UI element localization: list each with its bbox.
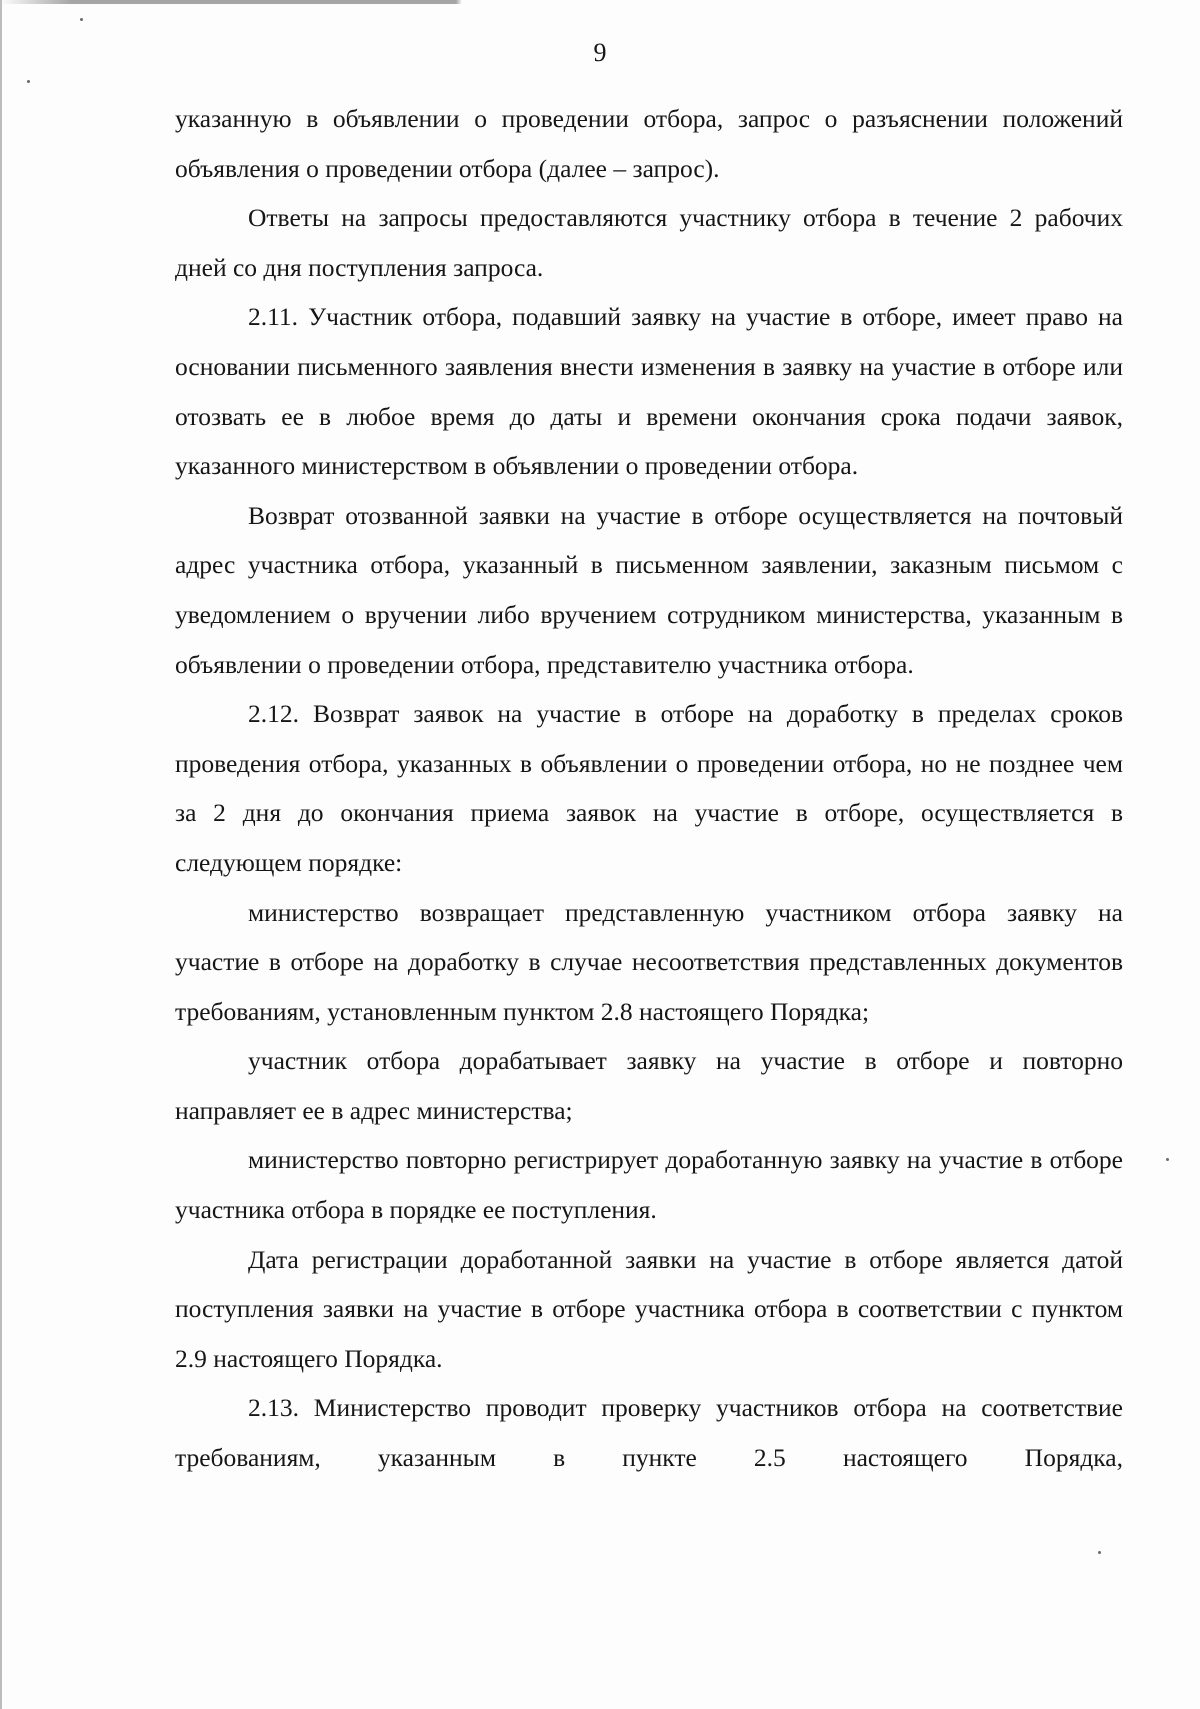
paragraph-2-11: 2.11. Участник отбора, подавший заявку на участие в отборе, имеет право на основании письменного заявления внести изменения в заявку на участие в отборе или отозвать ее в любое время до даты и времени окончания срока подачи заявок, указанного министерством в объявлении о проведении отбора. [175,302,1123,481]
paragraph-2-12: 2.12. Возврат заявок на участие в отборе на доработку в пределах сроков проведения отбора, указанных в объявлении о проведении отбора, но не позднее чем за 2 дня до окончания приема заявок на участие в отборе, осуществляется в следующем порядке: [175,699,1123,877]
paragraph-continuation: указанную в объявлении о проведении отбора, запрос о разъяснении положений объявления о проведении отбора (далее – запрос). [175,104,1123,183]
paragraph-list-item-2: участник отбора дорабатывает заявку на участие в отборе и повторно направляет ее в адрес министерства; [175,1046,1123,1125]
paragraph-list-item-1: министерство возвращает представленную участником отбора заявку на участие в отборе на доработку в случае несоответствия представленных документов требованиям, установленным пунктом 2.8 настоящего Порядка; [175,897,1123,1026]
paragraph-2-13: 2.13. Министерство проводит проверку участников отбора на соответствие требованиям, указанным в пункте 2.5 настоящего Порядка, [175,1393,1123,1473]
page-number: 9 [593,38,607,67]
scan-speck [27,80,30,83]
paragraph-list-item-3: министерство повторно регистрирует доработанную заявку на участие в отборе участника отбора в порядке ее поступления. [175,1145,1123,1225]
scan-speck [1166,1158,1169,1161]
paragraph-return-withdrawn: Возврат отозванной заявки на участие в отборе осуществляется на почтовый адрес участника отбора, указанный в письменном заявлении, заказным письмом с уведомлением о вручении либо вручением сотрудником министерства, указанным в объявлении о проведении отбора, представителю участника отбора. [175,500,1123,679]
document-body [175,94,1123,1483]
scan-left-edge [0,0,2,1709]
paragraph-registration-date: Дата регистрации доработанной заявки на участие в отборе является датой поступления заявки на участие в отборе участника отбора в соответствии с пунктом 2.9 настоящего Порядка. [175,1244,1123,1373]
scan-speck [80,18,83,21]
scan-speck [1098,1551,1101,1554]
scan-top-edge [0,0,1200,4]
paragraph-answers: Ответы на запросы предоставляются участнику отбора в течение 2 рабочих дней со дня поступления запроса. [175,203,1123,282]
